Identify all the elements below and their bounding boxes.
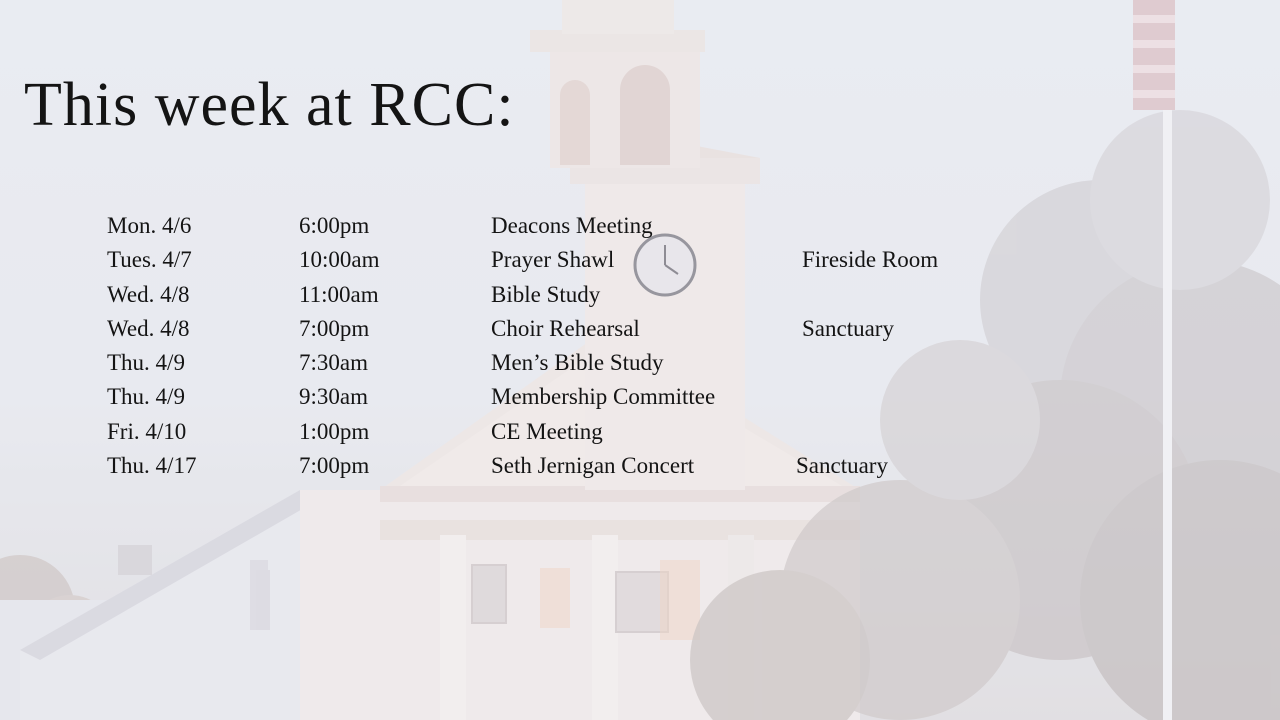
event-name: Deacons Meeting	[491, 213, 653, 238]
event-name: Seth Jernigan Concert	[491, 453, 695, 479]
schedule-row	[0, 380, 1280, 414]
event-day: Mon. 4/6	[107, 213, 192, 238]
event-day: Thu. 4/17	[107, 453, 197, 479]
event-day: Thu. 4/9	[107, 350, 185, 376]
event-location: Sanctuary	[796, 453, 888, 479]
event-name: CE Meeting	[491, 418, 603, 444]
event-time: 7:30am	[299, 350, 368, 376]
event-location: Fireside Room	[802, 247, 939, 273]
event-time: 7:00pm	[299, 315, 370, 341]
schedule-row	[0, 449, 1280, 483]
event-day: Tues. 4/7	[107, 247, 192, 273]
event-time: 10:00am	[299, 247, 380, 273]
event-location: Sanctuary	[802, 315, 894, 341]
event-time: 11:00am	[299, 281, 379, 307]
event-name: Membership Committee	[491, 384, 716, 410]
event-name: Prayer Shawl	[491, 247, 615, 273]
schedule-row	[0, 415, 1280, 449]
event-time: 7:00pm	[299, 453, 370, 479]
event-name: Choir Rehearsal	[491, 315, 640, 341]
event-day: Wed. 4/8	[107, 281, 190, 307]
schedule-row	[0, 346, 1280, 380]
event-day: Fri. 4/10	[107, 418, 187, 444]
schedule-list	[0, 209, 1280, 483]
schedule-row	[0, 278, 1280, 312]
event-day: Thu. 4/9	[107, 384, 185, 410]
schedule-row	[0, 312, 1280, 346]
event-time: 1:00pm	[299, 418, 370, 444]
event-day: Wed. 4/8	[107, 315, 190, 341]
event-time: 9:30am	[299, 384, 368, 410]
schedule-row	[0, 243, 1280, 277]
slide-title: This week at RCC:	[24, 71, 515, 139]
schedule-row	[0, 209, 1280, 243]
event-name: Men’s Bible Study	[491, 350, 664, 376]
event-name: Bible Study	[491, 281, 601, 307]
event-time: 6:00pm	[299, 213, 370, 238]
